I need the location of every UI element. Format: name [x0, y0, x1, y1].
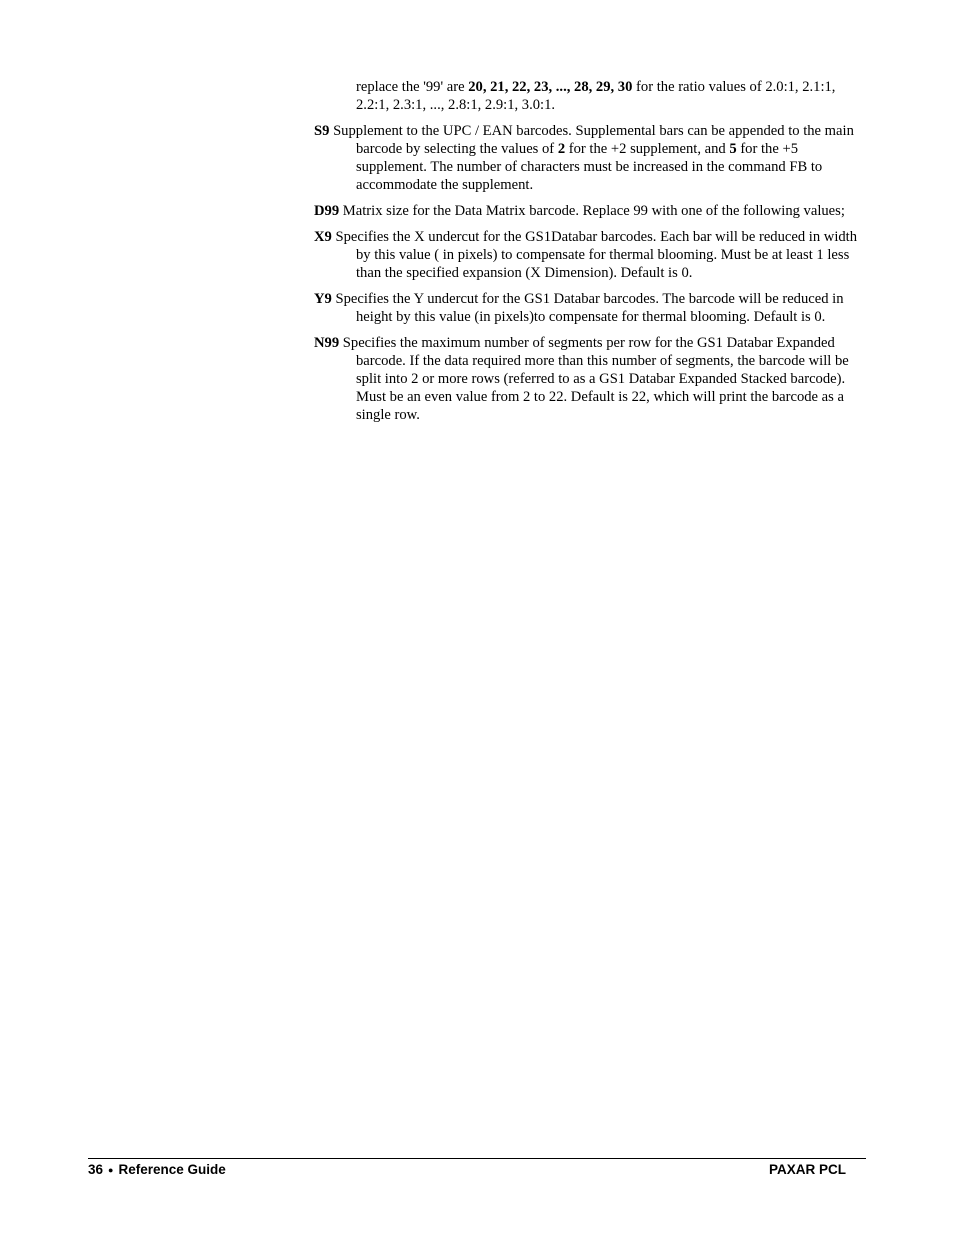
footer-divider — [88, 1158, 866, 1159]
d99-term: D99 — [314, 203, 340, 219]
bullet-icon: ● — [108, 1165, 114, 1176]
x9-paragraph — [314, 228, 866, 282]
paragraph-text: Specifies the maximum number of segments per row for the GS1 Databar Expanded barcode. If the data required more than this number of segments, the barcode will be split into 2 or more rows (referred to as a GS1 Databar Expanded Stacked barcode). Must be an even value from 2 to 22. Default is 22, which will print the barcode as a single row. — [339, 335, 849, 423]
paragraph-text: for the ratio values of 2.0:1, 2.1:1, 2.2:1, 2.3:1, ..., 2.8:1, 2.9:1, 3.0:1. — [356, 79, 836, 113]
ratio-values-paragraph — [314, 78, 866, 114]
ratio-codes-bold: 20, 21, 22, 23, ..., 28, 29, 30 — [468, 79, 633, 95]
document-body — [314, 78, 866, 432]
d99-paragraph — [314, 202, 866, 220]
guide-title: Reference Guide — [118, 1162, 226, 1177]
product-name: PAXAR PCL — [768, 1162, 846, 1177]
paragraph-text: for the +2 supplement, and — [565, 141, 730, 157]
x9-term: X9 — [314, 229, 332, 245]
paragraph-text: Specifies the X undercut for the GS1Databar barcodes. Each bar will be reduced in width by this value ( in pixels) to compensate for thermal blooming. Must be at least 1 less than the specified expansion (X Dimension). Default is 0. — [331, 229, 858, 281]
footer-left — [88, 1162, 226, 1178]
paragraph-text: for the +5 supplement. The number of characters must be increased in the command FB to accommodate the supplement. — [356, 141, 823, 193]
paragraph-text: Matrix size for the Data Matrix barcode. Replace 99 with one of the following values; — [339, 203, 845, 219]
paragraph-text: Supplement to the UPC / EAN barcodes. Supplemental bars can be appended to the main barcode by selecting the values of — [329, 123, 854, 157]
y9-term: Y9 — [314, 291, 332, 307]
supplement-2-bold: 2 — [557, 141, 566, 157]
n99-term: N99 — [314, 335, 340, 351]
paragraph-text: Specifies the Y undercut for the GS1 Databar barcodes. The barcode will be reduced in height by this value (in pixels)to compensate for thermal blooming. Default is 0. — [331, 291, 844, 325]
n99-paragraph — [314, 334, 866, 424]
supplement-5-bold: 5 — [729, 141, 737, 157]
y9-paragraph — [314, 290, 866, 326]
paragraph-text: replace the '99' are — [356, 79, 469, 95]
page-number: 36 — [88, 1162, 104, 1177]
s9-term: S9 — [314, 123, 330, 139]
s9-paragraph — [314, 122, 866, 194]
